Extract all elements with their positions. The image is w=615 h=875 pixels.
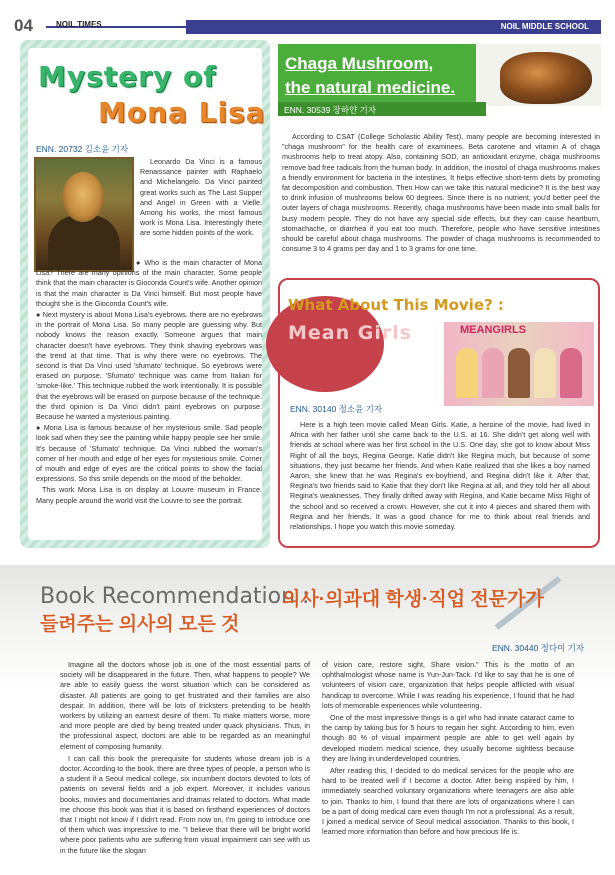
book-c2-p1: of vision care, restore sight, Share vision." This is the motto of an ophthalmologist whose name is Yun-Jun-Tack. I'd like to say that he is one of volunteers of vision care, organization that helps people afflicted with visual handicap to overcome. While I was reading his experience, I found that he had lots of memorable experiences while volunteering. — [322, 660, 574, 710]
painting-face — [62, 172, 104, 222]
book-c2-p3: After reading this, I decided to do medical services for the people who are hard to be treated well if I become a doctor. After being inspired by him, I immediately searched voluntary organizations where teenagers are also able to join. Thanks to him, I found that there are lots of organizations where I can be a part of doing medical care even though I'm not a professional. As a result, I joined a medical service of Seoul medical association. Thanks to this book, I learned more information than before and how precious life is. — [322, 766, 574, 837]
poster-figure-2 — [482, 348, 504, 398]
movie-byline: ENN. 30140 정소윤 기자 — [290, 404, 383, 414]
poster-figure-3 — [508, 348, 530, 398]
mona-p3: ● Next mystery is about Mona Lisa's eyebrows. there are no eyebrows in the portrait of Mona Lisa. So many people are guessing why. But nobody knows the reason exactly. Someone argues that main character doesn't have eyebrows. They think shaving eyebrows was the trend at that time. That is why there were no eyebrows. The second is that Da Vinci used 'sfumato' technique. So eyebrows were erased on purpose. 'Sfumato' technique was came from Italian for 'smoke-like.' This technique rubbed the work intentionally. It is possible that the eyebrows will be erased on purpose because of the technique. the third opinion is Da Vinci didn't paint eyebrows on purpose. Because he wanted a mysterious painting. — [36, 310, 262, 422]
chaga-title-line2: the natural medicine. — [285, 78, 456, 97]
chaga-mushroom-image — [500, 52, 592, 104]
book-column-2 — [322, 660, 574, 837]
movie-title-line1: What About This Movie? : — [288, 296, 504, 314]
mona-intro — [140, 157, 262, 240]
mona-p1: Leonardo Da Vinci is a famous Renaissance painter with Raphaelo and Michelangelo. Da Vinci painted great works such as The Last Supper and Angel in Green with a Vielle. Among his works, the most famous work is Mona Lisa. Interestingly there are some hidden points of the work. — [140, 157, 262, 238]
page-number: 04 — [14, 16, 33, 35]
mona-body — [36, 258, 262, 507]
header-right-title: NOIL MIDDLE SCHOOL — [500, 22, 589, 31]
movie-title-line2: Mean Girls — [288, 322, 413, 344]
book-c1-p2: I can call this book the prerequisite for students whose dream job is a doctor. According to the book, there are three types of people, a person who is a student if a Seoul medical college, six incumbent doctors devoted to lots of patients on several fields and a job expert. Moreover, it includes various books, movies and documentaries and dramas related to doctors. What made me choose this book was that it is based on firsthand experiences of doctors that I might not know if I didn't read. From now on, I'm going to introduce one of them which was impressive to me. "I believe that there will be bright world where poor patients who are suffering from visual impairment can see with us in the future like the slogan — [60, 753, 310, 855]
book-title: Book Recommendation : — [40, 584, 310, 609]
poster-figure-4 — [534, 348, 556, 398]
book-c2-p2: One of the most impressive things is a girl who had innate cataract came to the camp by taking bus for 5 hours to regain her sight. According to him, even though 80 % of visual impairment people are able to get well again by developed modern medical science, they usually become sightless because they are living in underdeveloped countries. — [322, 713, 574, 763]
mona-p2: ● Who is the main character of Mona Lisa? There are many opinions of the main character. Some people think that the main character is Gioconda Count's wife. Another opinion is that the main character is Da Vinci himself. But most people have thought she is the Gioconda Count's wife. — [36, 258, 262, 308]
poster-figure-5 — [560, 348, 582, 398]
chaga-body: According to CSAT (College Scholastic Ability Test), many people are becoming interested in "chaga mushroom" for the health care of examinees. Beta carotene and vitamin A of chaga mushrooms help to treat atopy. Also, containing SOD, an antioxidant enzyme, chaga mushrooms remove bad free radicals from the human body. In addition, the inositol of chaga mushrooms makes a friendly environment for bacteria in the intestines. It helps effective short-term diets by promoting fat decomposition and combustion. Then How can we take this natural medicine? It is the best way to drink infusion of mushrooms below 60 degrees. Since there is no nutrient, you'd better peel the outer layers of chaga mushrooms. Recently, chaga mushrooms have been made into small balls for busy modern people. They do not have any special side effects, but they can cause heartburn, stomachache, or diarrhea if you eat too much. Therefore, people who have sensitive intestines should be careful about chaga mushrooms. The powder of chaga mushrooms is recommended to consume 3 to 4 grams per day and 1 to 3 grams for one time. — [282, 132, 600, 254]
mona-title-line2: Mona Lisa — [98, 96, 266, 129]
chaga-title-line1: Chaga Mushroom, — [285, 54, 434, 73]
chaga-byline: ENN. 30539 장하얀 기자 — [284, 105, 377, 115]
book-c1-p1: Imagine all the doctors whose job is one of the most essential parts of society will be disappeared in the future. Then, what happens to people? We are able to easily guess the worst situation which can be considered as disaster. All patients are going to get frustrated and their families are also despair. In addition, there will be lots of tricksters pretending to be health workers by utilizing an earnest desire of them. To make matters worse, more and more people are died by being treated under quack physicians. Thus, in the professional aspect, doctors are able to be regarded as an meaningful element of composing humanity. — [60, 660, 310, 751]
book-subtitle-line2: 들려주는 의사의 모든 것 — [40, 614, 240, 635]
mona-title-line1: Mystery of — [38, 60, 217, 93]
mona-byline: ENN. 20732 김소윤 기자 — [36, 144, 129, 154]
poster-figure-1 — [456, 348, 478, 398]
poster-title: MEANGIRLS — [460, 324, 526, 336]
movie-body: Here is a high teen movie called Mean Girls. Katie, a heroine of the movie, had lived in Africa with her father until she came back to the U.S. at 16. She didn't get along well with friends at school where was her first school in the U.S. One day, she got to know about Miss Right of all the boys, Regina George. Katie didn't like Regina much, but because of some situations, they just became her friends. And when Katie realized that she likes a boy named Aaron, she knew that he was Regina's ex-boyfriend, and Regina didn't like it. After that, Regina's two friends said to Katie that they don't like Regina at all, and they told her all about Regina's weaknesses. They finally drifted away with Regina, and Katie became Miss Right of the school and so received a crown. However, she cut it into 4 pieces and shared them with Regina and her friends. It was a good chance for me to think about real friends and relationships. I hope you watch this movie someday. — [290, 420, 590, 532]
book-byline: ENN. 30440 정다미 기자 — [492, 643, 585, 653]
mona-p5: This work Mona Lisa is on display at Louvre museum in France. Many people around the world visit the Louvre to see the portrait. — [36, 485, 262, 505]
book-column-1 — [60, 660, 310, 856]
book-subtitle-line1: 의사·의과대 학생·직업 전문가가 — [282, 589, 544, 610]
header-left-title: NOIL TIMES — [56, 20, 102, 29]
mona-p4: ● Mona Lisa is famous because of her mysterious smile. Sad people look sad when they see the painting while happy people see her smile. It's because of 'Sfumato' technique. Da Vinci rubbed the woman's corner of her mouth and edge of her eyes for mysterious smile. Corner of mouth and edge of eyes are the critical points to show the facial expressions. So this smile depends on the mood of the beholder. — [36, 423, 262, 484]
